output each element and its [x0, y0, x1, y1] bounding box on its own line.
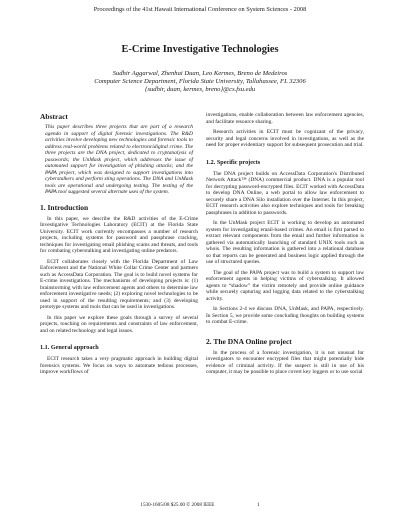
paper-title: E-Crime Investigative Technologies	[121, 44, 279, 55]
specific-projects-paragraph: The goal of the PAPA project was to build a system to support law enforcement agents in helping victims of cyberstalking. It allowed agents to “shadow” the victim remotely and provide online guidance while securely capturing and logging data related to the cyberstalking activity.	[206, 269, 364, 302]
proceedings-header: Proceedings of the 41st Hawaii International Conference on System Sciences - 2008	[93, 6, 307, 13]
author-affiliation: Computer Science Department, Florida State University, Tallahassee, FL 32306	[94, 78, 306, 86]
specific-projects-paragraph: In Sections 2-4 we discuss DNA, UnMask, and PAPA, respectively. In Section 5, we provide some concluding thoughts on building systems to combat E-crime.	[206, 306, 364, 325]
introduction-heading: 1. Introduction	[40, 202, 89, 212]
general-approach-paragraph: investigations, enable collaboration between law enforcement agencies, and facilitate resource sharing.	[206, 112, 364, 125]
author-names: Sudhir Aggarwal, Zhenhai Duan, Leo Kermes, Breno de Medeiros	[112, 70, 288, 77]
specific-projects-heading: 1.2. Specific projects	[206, 158, 261, 166]
author-block	[0, 70, 400, 95]
right-column	[206, 112, 364, 380]
author-email: {sudhir, duan, kermes, breno}@cs.fsu.edu	[144, 86, 256, 94]
dna-online-heading: 2. The DNA Online project	[206, 336, 292, 346]
page-footer	[0, 502, 400, 508]
introduction-paragraph: In this paper, we describe the R&D activities of the E-Crime Investigative Technologies Laboratory (ECIT) at the Florida State University. ECIT work currently encompasses a number of research projects, including systems for password and passphrase cracking, techniques for investigating email phishing scams and threats, and tools for combating cyberstalking and investigating online predators.	[40, 215, 198, 254]
general-approach-paragraph: Research activities in ECIT must be cognizant of the privacy, security and legal concerns involved in investigations, as well as the need for proper evidentiary support for subsequent prosecution and trial.	[206, 129, 364, 148]
introduction-paragraph: ECIT collaborates closely with the Florida Department of Law Enforcement and the National White Collar Crime Center and partners such as AccessData Corporation. The goal is to build novel systems for E-crime investigations. The mechanisms of developing projects is: (1) brainstorming with law enforcement agents and others to determine law enforcement investigative needs; (2) exploring novel technologies to be used in support of the resulting requirements; and (3) developing prototype systems and tools that can be used in investigations.	[40, 258, 198, 310]
specific-projects-paragraph: The DNA project builds on AccessData Corporation's Distributed Network Attack™ (DNA) commercial product. DNA is a popular tool for decrypting password-encrypted files. ECIT worked with AccessData to develop DNA Online, a web portal to allow law enforcement to securely share a DNA Silo installation over the Internet. In this project, ECIT research activities also explore techniques and tools for breaking passphrases in addition to passwords.	[206, 170, 364, 216]
general-approach-heading: 1.1. General approach	[40, 344, 99, 351]
abstract-text: This paper describes three projects that are part of a research agenda in support of digital forensic investigations. The R&D activities involve developing new technologies and forensic tools to address real-world problems related to electroncidigital crime. The three projects are the DNA project, dedicated to cryptanalysis of passwords; the UnMask project, which addresses the issue of automated support for investigation of phishing attacks; and the PAPA project, which was designed to support investigations into cyberstalkers and perform sting operations. The DNA and UnMask tools are operational and undergoing testing. The testing of the PAPA tool suggested several alternate uses of the system.	[45, 124, 193, 195]
general-approach-paragraph: ECIT research takes a very pragmatic approach in building digital forensics systems. We focus on ways to automate tedious processes, improve workflows of	[40, 356, 198, 375]
dna-online-paragraph: In the process of a forensic investigation, it is not unusual for investigators to encounter encrypted files that might potentially hide evidence of criminal activity. If the suspect is still in use of his computer, it may be possible to place covert key loggers or to use social	[206, 349, 364, 375]
introduction-paragraph: In this paper we explore these goals through a survey of several projects, touching on requirements and constraints of law enforcement, and on related technology and legal issues.	[40, 314, 198, 334]
footer-copyright: 1530-1605/08 $25.00 © 2008 IEEE	[140, 502, 215, 508]
specific-projects-paragraph: In the UnMask project ECIT is working to develop an automated system for investigating email-based crimes. An email is first parsed to extract relevant components from the email and further information is gathered via automatically launching of standard UNIX tools such as whois. The resulting information is gathered into a relational database so that reports can be generated and business logic applied through the use of structured queries.	[206, 220, 364, 265]
left-column	[40, 112, 198, 380]
abstract-heading: Abstract	[40, 112, 68, 121]
page-number: 1	[257, 502, 260, 508]
